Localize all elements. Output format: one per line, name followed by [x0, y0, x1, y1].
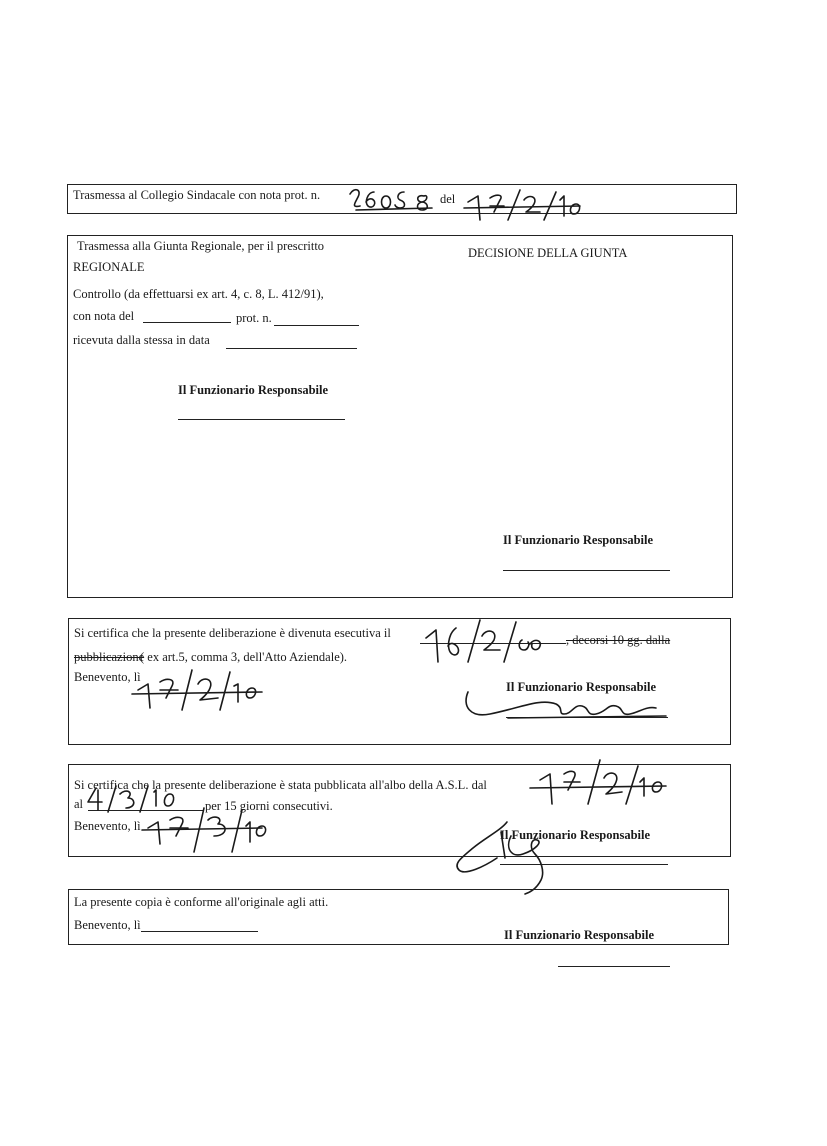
handwritten-date-place-esecutiva	[130, 664, 270, 714]
handwritten-signature-esecutiva	[460, 684, 670, 724]
pubblicazione-line-1: Si certifica che la presente deliberazione è stata pubblicata all'albo della A.S.L. dal	[74, 778, 487, 792]
conformita-line-1: La presente copia è conforme all'originale agli atti.	[74, 895, 329, 909]
giunta-line-4a: con nota del	[73, 309, 135, 323]
signatory-right-label: Il Funzionario Responsabile	[503, 533, 654, 547]
signatory-right-line	[503, 570, 670, 571]
pubblicazione-place-label: Benevento, lì	[74, 819, 141, 833]
blank-nota-del	[143, 322, 231, 323]
signatory-left-label: Il Funzionario Responsabile	[178, 383, 329, 397]
conformita-signatory-label: Il Funzionario Responsabile	[504, 928, 655, 942]
esecutiva-signatory-label: Il Funzionario Responsabile	[506, 680, 657, 694]
pubblicazione-signatory-label: Il Funzionario Responsabile	[500, 828, 651, 842]
handwritten-prot-number	[348, 184, 438, 214]
handwritten-date-place-pubblicazione	[142, 804, 272, 854]
handwritten-date-from	[530, 758, 670, 808]
blank-ricevuta-data	[226, 348, 357, 349]
handwritten-signature-pubblicazione	[445, 818, 555, 898]
pubblicazione-line-2a: al	[74, 797, 84, 811]
esecutiva-line-1-tail: , decorsi 10 gg. dalla	[566, 633, 671, 647]
blank-prot-n	[274, 325, 359, 326]
conformita-place-label: Benevento, lì	[74, 918, 141, 932]
handwritten-date-esecutiva	[418, 618, 548, 668]
giunta-line-4b: prot. n.	[236, 311, 272, 325]
signatory-left-line	[178, 419, 345, 420]
transmission-collegio-text: Trasmessa al Collegio Sindacale con nota prot. n.	[73, 188, 321, 202]
blank-conformita-date	[141, 931, 258, 932]
pubblicazione-line-2b: per 15 giorni consecutivi.	[205, 799, 333, 813]
esecutiva-line-2b: ( ex art.5, comma 3, dell'Atto Aziendale).	[140, 650, 348, 664]
esecutiva-place-label: Benevento, lì	[74, 670, 141, 684]
transmission-del-label: del	[440, 192, 456, 206]
giunta-line-1: Trasmessa alla Giunta Regionale, per il prescritto	[77, 239, 325, 253]
giunta-line-2: REGIONALE	[73, 260, 145, 274]
conformita-signatory-line	[558, 966, 670, 967]
giunta-line-3: Controllo (da effettuarsi ex art. 4, c. 8, L. 412/91),	[73, 287, 324, 301]
handwritten-date-collegio	[460, 186, 590, 226]
giunta-line-5: ricevuta dalla stessa in data	[73, 333, 210, 347]
decision-title: DECISIONE DELLA GIUNTA	[468, 246, 628, 260]
esecutiva-line-1: Si certifica che la presente deliberazione è divenuta esecutiva il	[74, 626, 391, 640]
esecutiva-line-2a: pubblicazione	[74, 650, 145, 664]
